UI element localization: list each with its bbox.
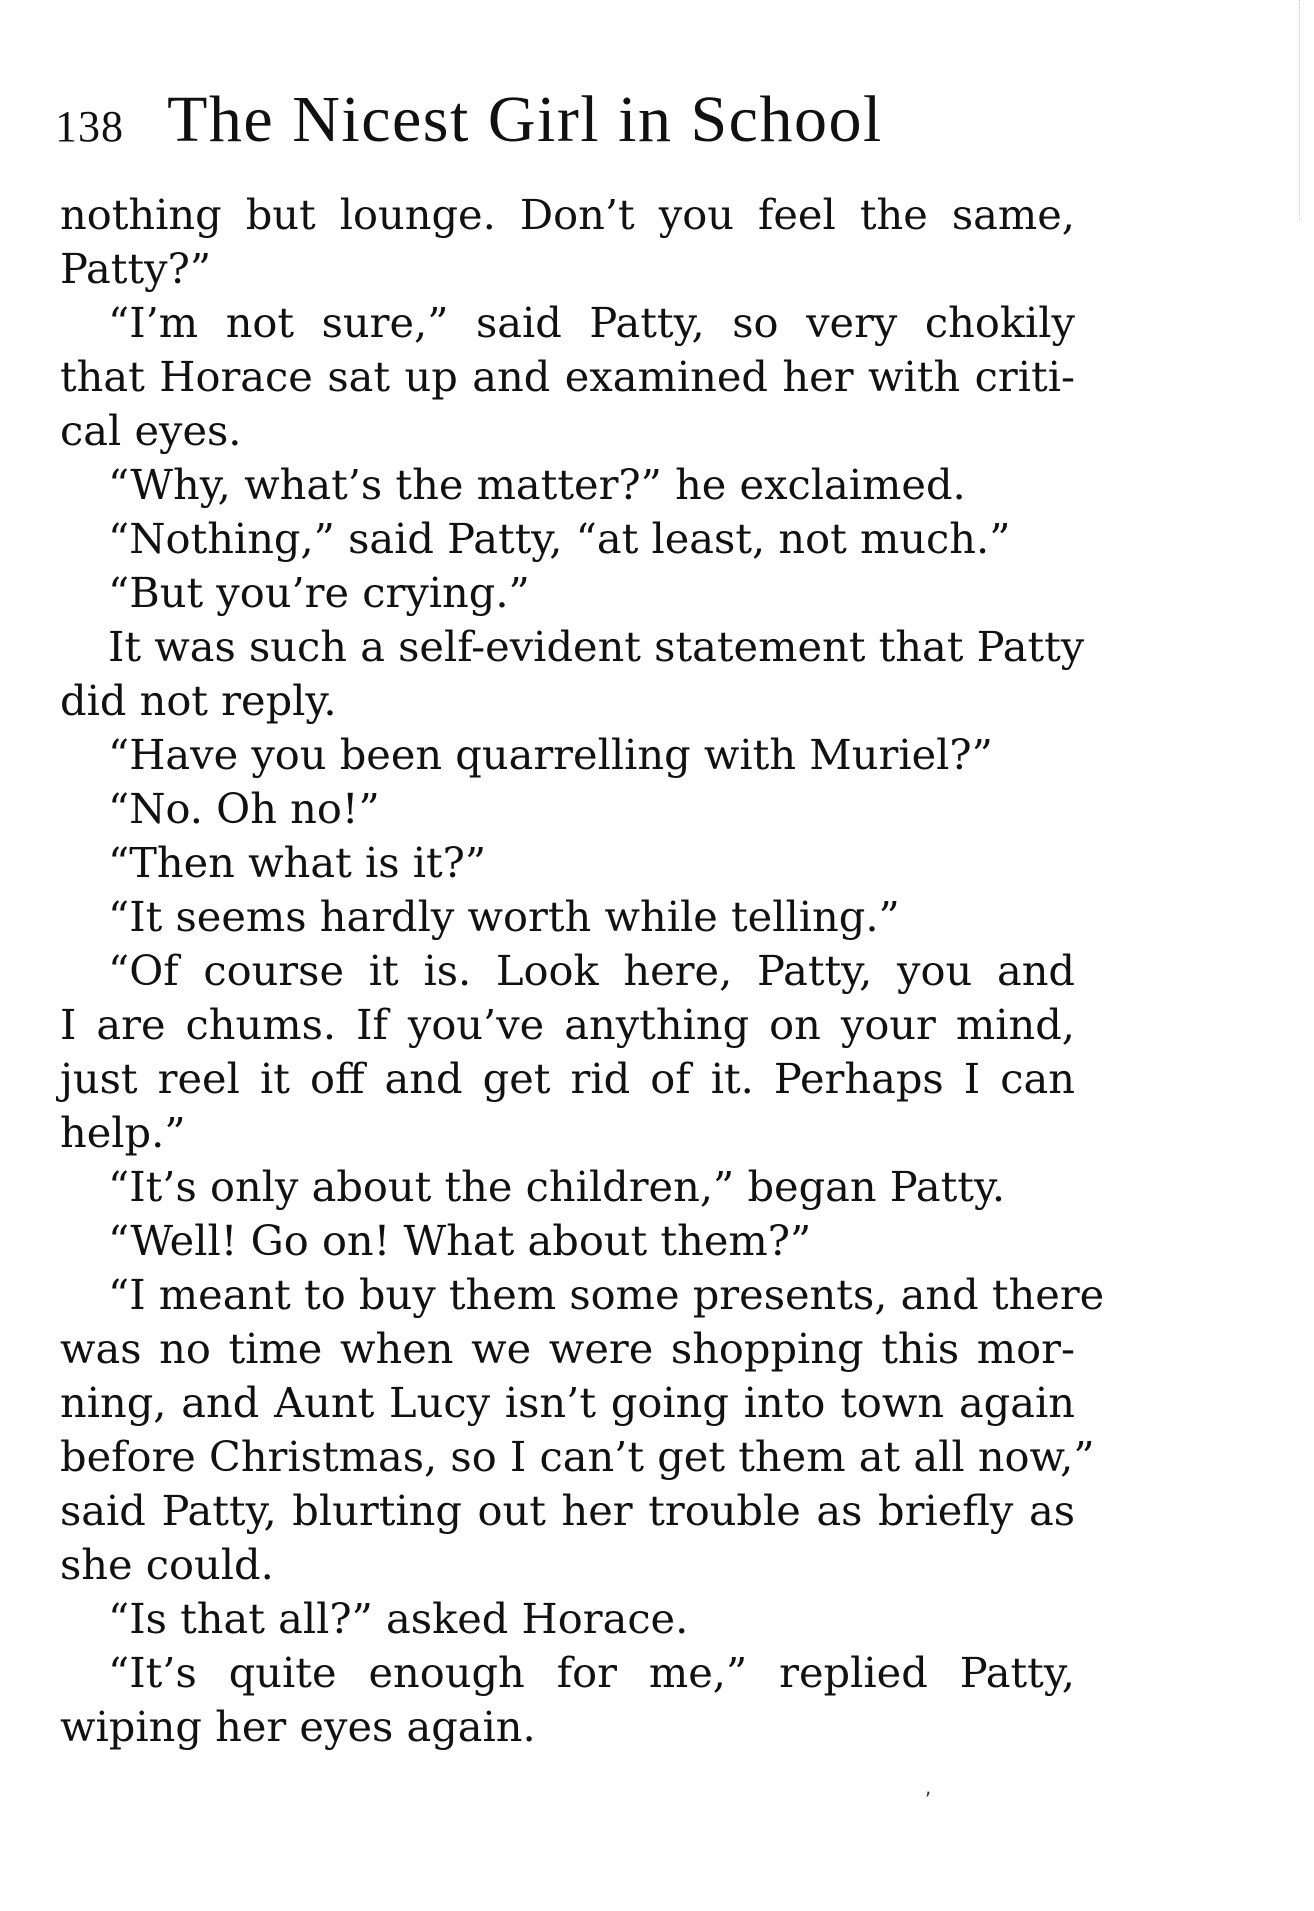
text-line: “Of course it is. Look here, Patty, you and [108,946,1075,995]
text-line: “Have you been quarrelling with Muriel?” [108,730,993,779]
text-line: “No. Oh no!” [108,784,380,833]
text-line: “It’s quite enough for me,” replied Patty, [108,1648,1075,1697]
ink-speck: , [925,1775,932,1799]
text-line: It was such a self-evident statement that Patty [108,622,1085,671]
text-line: just reel it off and get rid of it. Perhaps I can [60,1054,1075,1103]
page-edge-mark [1297,0,1300,220]
text-line: was no time when we were shopping this mor- [60,1324,1075,1373]
text-line: “I meant to buy them some presents, and there [108,1270,1105,1319]
text-line: that Horace sat up and examined her with criti- [60,352,1075,401]
text-line: help.” [60,1108,186,1157]
text-line: “I’m not sure,” said Patty, so very chokily [108,298,1075,347]
text-line: said Patty, blurting out her trouble as briefly as [60,1486,1075,1535]
text-line: before Christmas, so I can’t get them at all now,” [60,1432,1095,1481]
text-line: “Then what is it?” [108,838,487,887]
body-text [60,188,1105,1754]
text-line: I are chums. If you’ve anything on your mind, [60,1000,1075,1049]
text-line: she could. [60,1540,274,1589]
text-line: “It’s only about the children,” began Patty. [108,1162,1006,1211]
text-line: cal eyes. [60,406,242,455]
text-line: “Is that all?” asked Horace. [108,1594,689,1643]
text-line: ning, and Aunt Lucy isn’t going into town again [60,1378,1075,1427]
text-line: “But you’re crying.” [108,568,530,617]
running-title: The Nicest Girl in School [167,83,883,156]
text-line: “Well! Go on! What about them?” [108,1216,812,1265]
text-line: “It seems hardly worth while telling.” [108,892,900,941]
text-line: “Why, what’s the matter?” he exclaimed. [108,460,966,509]
page-number: 138 [55,102,124,151]
page-header [55,82,1055,162]
text-line: “Nothing,” said Patty, “at least, not much.” [108,514,1011,563]
text-line: Patty?” [60,244,212,293]
text-line: did not reply. [60,676,337,725]
text-line: nothing but lounge. Don’t you feel the same, [60,190,1075,239]
text-line: wiping her eyes again. [60,1702,536,1751]
